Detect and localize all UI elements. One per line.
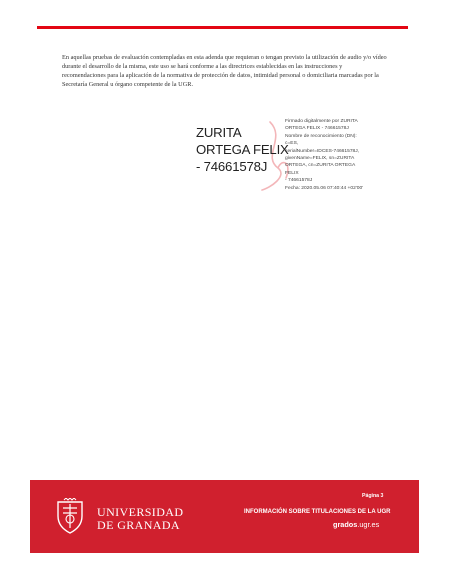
signature-details (285, 118, 365, 192)
signature-detail-line: c=ES, (285, 141, 299, 147)
signature-detail-line: Fecha: 2020.05.06 07:40:44 +02'00' (285, 185, 364, 191)
footer-site-link[interactable] (333, 520, 379, 529)
university-crest-icon (54, 498, 86, 534)
header-rule (37, 26, 408, 29)
page-number: Página 3 (362, 493, 384, 499)
signature-detail-line: - 74661578J (285, 178, 313, 184)
signer-name (196, 124, 291, 175)
signature-detail-line: Nombre de reconocimiento (DN): (285, 133, 357, 139)
university-name-line2: DE GRANADA (97, 518, 180, 532)
university-name-line1: UNIVERSIDAD (97, 505, 184, 519)
signature-detail-line: Firmado digitalmente por ZURITA (285, 119, 358, 124)
body-paragraph: En aquellas pruebas de evaluación contempladas en esta adenda que requieran o tengan previsto la utilización de audio y/o vídeo durante el desarrollo de la misma, este uso se hará conforme a las directrices establecidas en las instrucciones y recomendaciones para la aplicación de la normativa de protección de datos, intimidad personal o domiciliaria marcadas por la Secretaría General u órgano competente de la UGR. (62, 54, 387, 89)
signer-name-line: ORTEGA FELIX (196, 142, 289, 157)
signature-detail-line: serialNumber=IDCES-74661578J, (285, 148, 360, 154)
page-footer (30, 480, 419, 553)
site-rest-part: .ugr.es (357, 520, 380, 529)
signature-detail-line: ORTEGA FELIX - 74661578J (285, 126, 349, 132)
signature-detail-line: ORTEGA, cn=ZURITA ORTEGA FELIX (285, 163, 355, 176)
signature-detail-line: givenName=FELIX, sn=ZURITA (285, 156, 355, 162)
signer-name-line: - 74661578J (196, 159, 268, 174)
signer-name-line: ZURITA (196, 125, 242, 140)
site-bold-part: grados (333, 520, 358, 529)
footer-info-title: INFORMACIÓN SOBRE TITULACIONES DE LA UGR (244, 509, 391, 515)
